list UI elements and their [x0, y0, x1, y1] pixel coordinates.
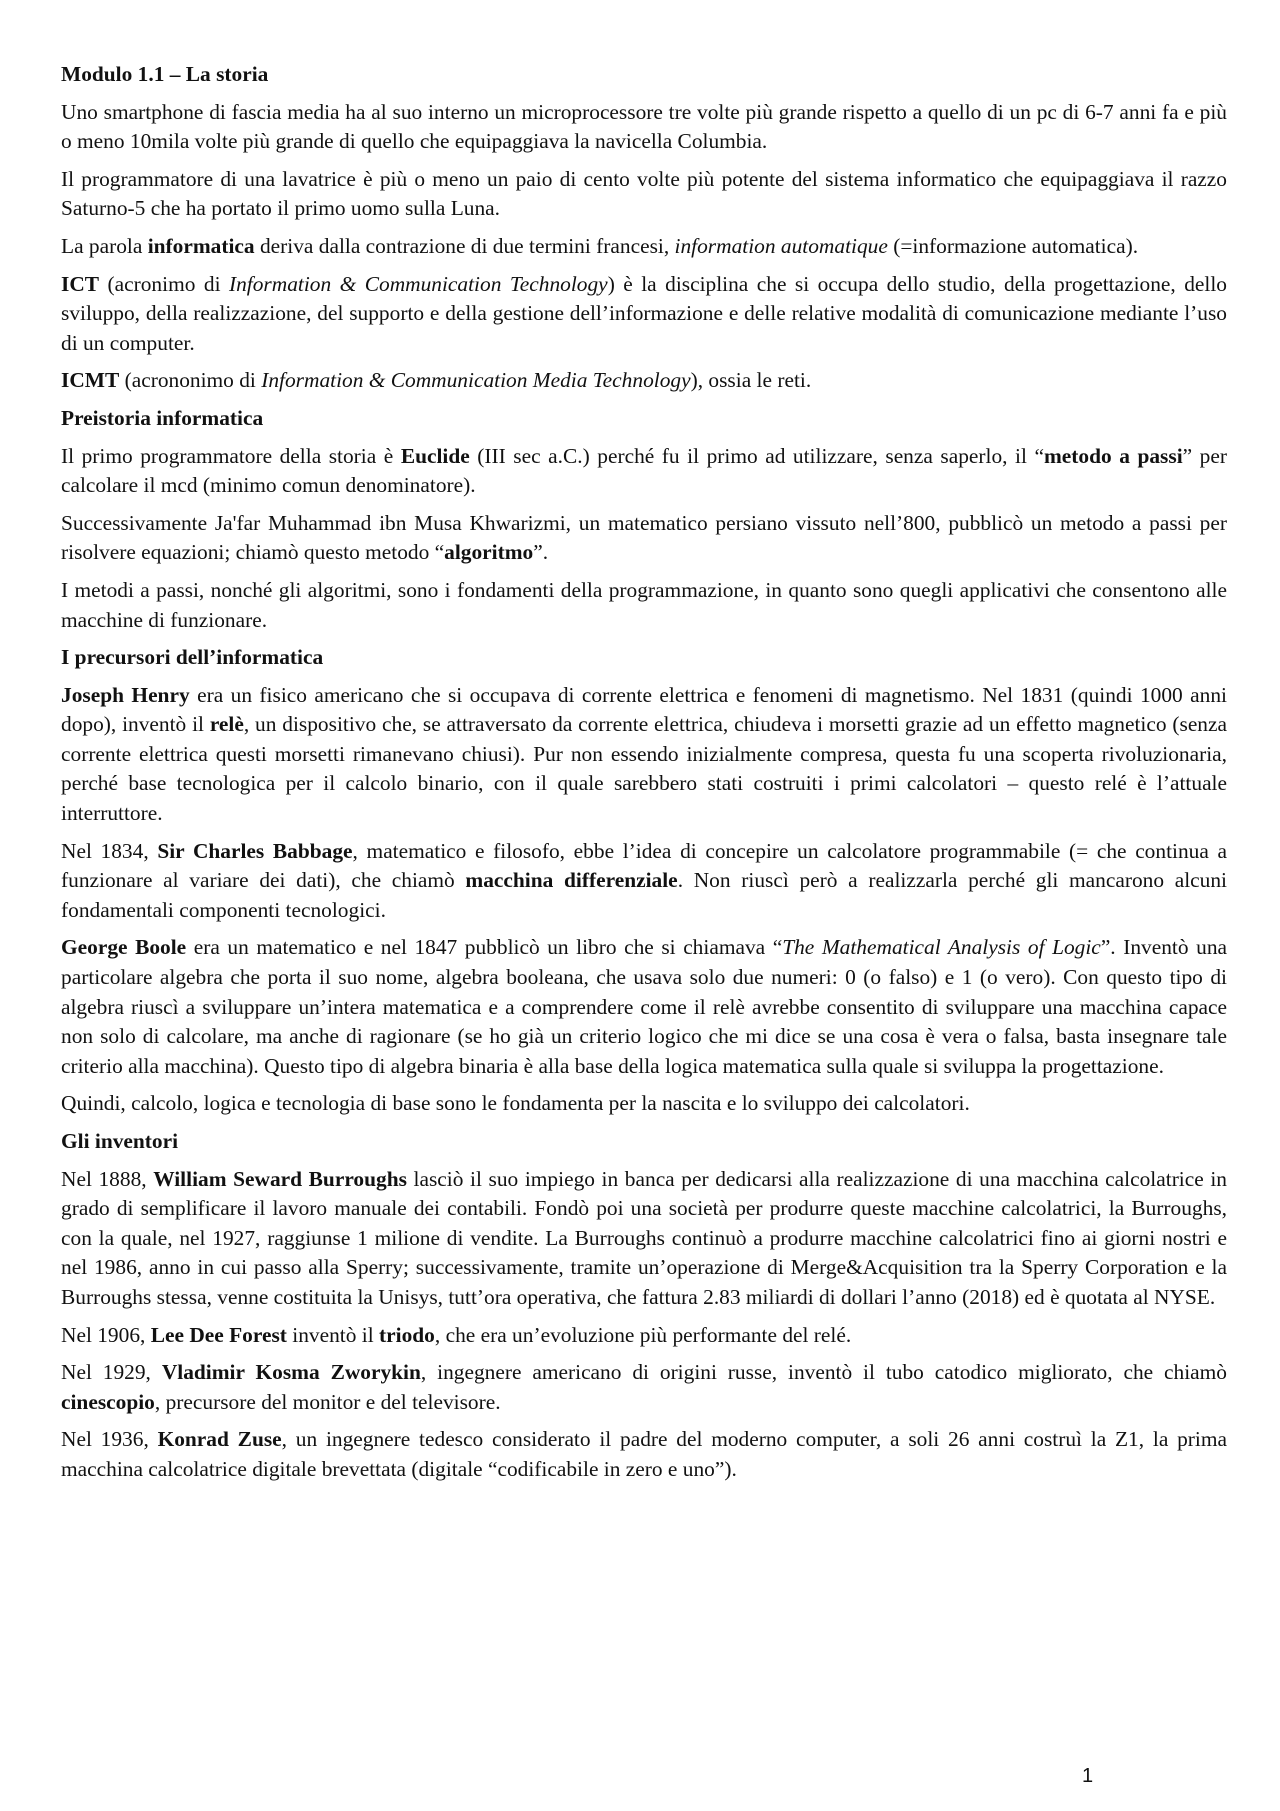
term-cinescopio: cinescopio — [61, 1389, 155, 1414]
term-macchina-differenziale: macchina differenziale — [465, 868, 678, 893]
heading-precursori: I precursori dell’informatica — [61, 645, 324, 670]
paragraph-boole: George Boole era un matematico e nel 1847 pubblicò un libro che si chiamava “The Mathematical Analysis of Logic”. Inventò una particolare algebra che porta il suo nome, algebra booleana, che usava solo due numeri: 0 (o falso) e 1 (o vero). Con questo tipo di algebra riuscì a sviluppare un’intera matematica e a comprendere come il relè avrebbe consentito di sviluppare una macchina capace non solo di calcolare, ma anche di ragionare (se ho già un criterio logico che mi dice se una cosa è vera o falsa, basta insegnare tale criterio alla macchina). Questo tipo di algebra binaria è alla base della logica matematica sulla quale si sviluppa la progettazione. — [61, 935, 1228, 1078]
term-metodo-a-passi: metodo a passi — [1043, 443, 1183, 468]
term-icmt-expansion: Information & Communication Media Technology — [261, 368, 691, 393]
paragraph-henry: Joseph Henry era un fisico americano che si occupava di corrente elettrica e fenomeni di magnetismo. Nel 1831 (quindi 1000 anni dopo), inventò il relè, un dispositivo che, se attraversato da corrente elettrica, chiudeva i morsetti grazie ad un effetto magnetico (senza corrente elettrica questi morsetti rimanevano chiusi). Pur non essendo inizialmente compresa, questa fu una scoperta rivoluzionaria, perché base tecnologica per il calcolo binario, con il quale sarebbero stati costruiti i primi calcolatori – questo relé è l’attuale interruttore. — [61, 682, 1227, 826]
paragraph-zuse: Nel 1936, Konrad Zuse, un ingegnere tedesco considerato il padre del moderno computer, a soli 26 anni costruì la Z1, la prima macchina calcolatrice digitale brevettata (digitale “codificabile in zero e uno”). — [61, 1427, 1227, 1481]
term-information-automatique: information automatique — [674, 233, 888, 258]
paragraph-forest: Nel 1906, Lee Dee Forest inventò il triodo, che era un’evoluzione più performante del relé. — [61, 1322, 852, 1347]
name-euclide: Euclide — [400, 443, 470, 468]
paragraph-fondamenta: Quindi, calcolo, logica e tecnologia di base sono le fondamenta per la nascita e lo sviluppo dei calcolatori. — [61, 1091, 970, 1116]
paragraph-informatica: La parola informatica deriva dalla contrazione di due termini francesi, information automatique (=informazione automatica). — [61, 233, 1139, 258]
paragraph-smartphone: Uno smartphone di fascia media ha al suo interno un microprocessore tre volte più grande rispetto a quello di un pc di 6-7 anni fa e più o meno 10mila volte più grande di quello che equipaggiava la navicella Columbia. — [61, 99, 1227, 154]
paragraph-icmt: ICMT (acrononimo di Information & Communication Media Technology), ossia le reti. — [61, 368, 812, 393]
paragraph-euclide: Il primo programmatore della storia è Euclide (III sec a.C.) perché fu il primo ad utilizzare, senza saperlo, il “metodo a passi” per calcolare il mcd (minimo comun denominatore). — [61, 443, 1227, 498]
term-icmt: ICMT — [61, 368, 120, 393]
term-algoritmo: algoritmo — [444, 540, 534, 565]
paragraph-lavatrice: Il programmatore di una lavatrice è più o meno un paio di cento volte più potente del sistema informatico che equipaggiava il razzo Saturno-5 che ha portato il primo uomo sulla Luna. — [61, 166, 1227, 221]
term-triodo: triodo — [379, 1322, 435, 1347]
page-number: 1 — [1082, 1765, 1094, 1787]
name-zworykin: Vladimir Kosma Zworykin — [161, 1360, 421, 1385]
paragraph-babbage: Nel 1834, Sir Charles Babbage, matematico e filosofo, ebbe l’idea di concepire un calcolatore programmabile (= che continua a funzionare al variare dei dati), che chiamò macchina differenziale. Non riuscì però a realizzarla perché gli mancarono alcuni fondamentali componenti tecnologici. — [61, 838, 1228, 922]
term-ict: ICT — [61, 271, 100, 296]
paragraph-ict: ICT (acronimo di Information & Communication Technology) è la disciplina che si occupa dello studio, della progettazione, dello sviluppo, della realizzazione, del supporto e della gestione dell’informazione e delle relative modalità di comunicazione mediante l’uso di un computer. — [61, 271, 1227, 355]
heading-inventori: Gli inventori — [61, 1129, 179, 1153]
paragraph-zworykin: Nel 1929, Vladimir Kosma Zworykin, ingegnere americano di origini russe, inventò il tubo catodico migliorato, che chiamò cinescopio, precursore del monitor e del televisore. — [61, 1360, 1228, 1414]
name-burroughs: William Seward Burroughs — [153, 1166, 407, 1191]
term-informatica: informatica — [147, 233, 255, 258]
paragraph-metodi: I metodi a passi, nonché gli algoritmi, sono i fondamenti della programmazione, in quanto sono quegli applicativi che consentono alle macchine di funzionare. — [61, 577, 1227, 632]
term-rele: relè — [209, 712, 244, 737]
paragraph-khwarizmi: Successivamente Ja'far Muhammad ibn Musa Khwarizmi, un matematico persiano vissuto nell’800, pubblicò un metodo a passi per risolvere equazioni; chiamò questo metodo “algoritmo”. — [61, 510, 1227, 565]
name-konrad-zuse: Konrad Zuse — [157, 1427, 282, 1452]
page-content — [61, 60, 1227, 1493]
name-joseph-henry: Joseph Henry — [61, 682, 190, 707]
heading-preistoria: Preistoria informatica — [61, 405, 264, 430]
name-babbage: Sir Charles Babbage — [157, 838, 353, 863]
book-title: The Mathematical Analysis of Logic — [782, 935, 1101, 960]
name-george-boole: George Boole — [61, 935, 187, 960]
paragraph-burroughs: Nel 1888, William Seward Burroughs lasciò il suo impiego in banca per dedicarsi alla realizzazione di una macchina calcolatrice in grado di semplificare il lavoro manuale dei contabili. Fondò poi una società per produrre queste macchine calcolatrici, la Burroughs, con la quale, nel 1927, raggiunse 1 milione di vendite. La Burroughs continuò a produrre macchine calcolatrici fino ai giorni nostri e nel 1986, anno in cui passo alla Sperry; successivamente, tramite un’operazione di Merge&Acquisition tra la Sperry Corporation e la Burroughs stessa, venne costituita la Unisys, tutt’ora operativa, che fattura 2.83 miliardi di dollari l’anno (2018) ed è quotata al NYSE. — [61, 1166, 1227, 1309]
term-ict-expansion: Information & Communication Technology — [228, 271, 608, 296]
module-title: Modulo 1.1 – La storia — [61, 62, 269, 86]
name-lee-dee-forest: Lee Dee Forest — [150, 1322, 287, 1347]
